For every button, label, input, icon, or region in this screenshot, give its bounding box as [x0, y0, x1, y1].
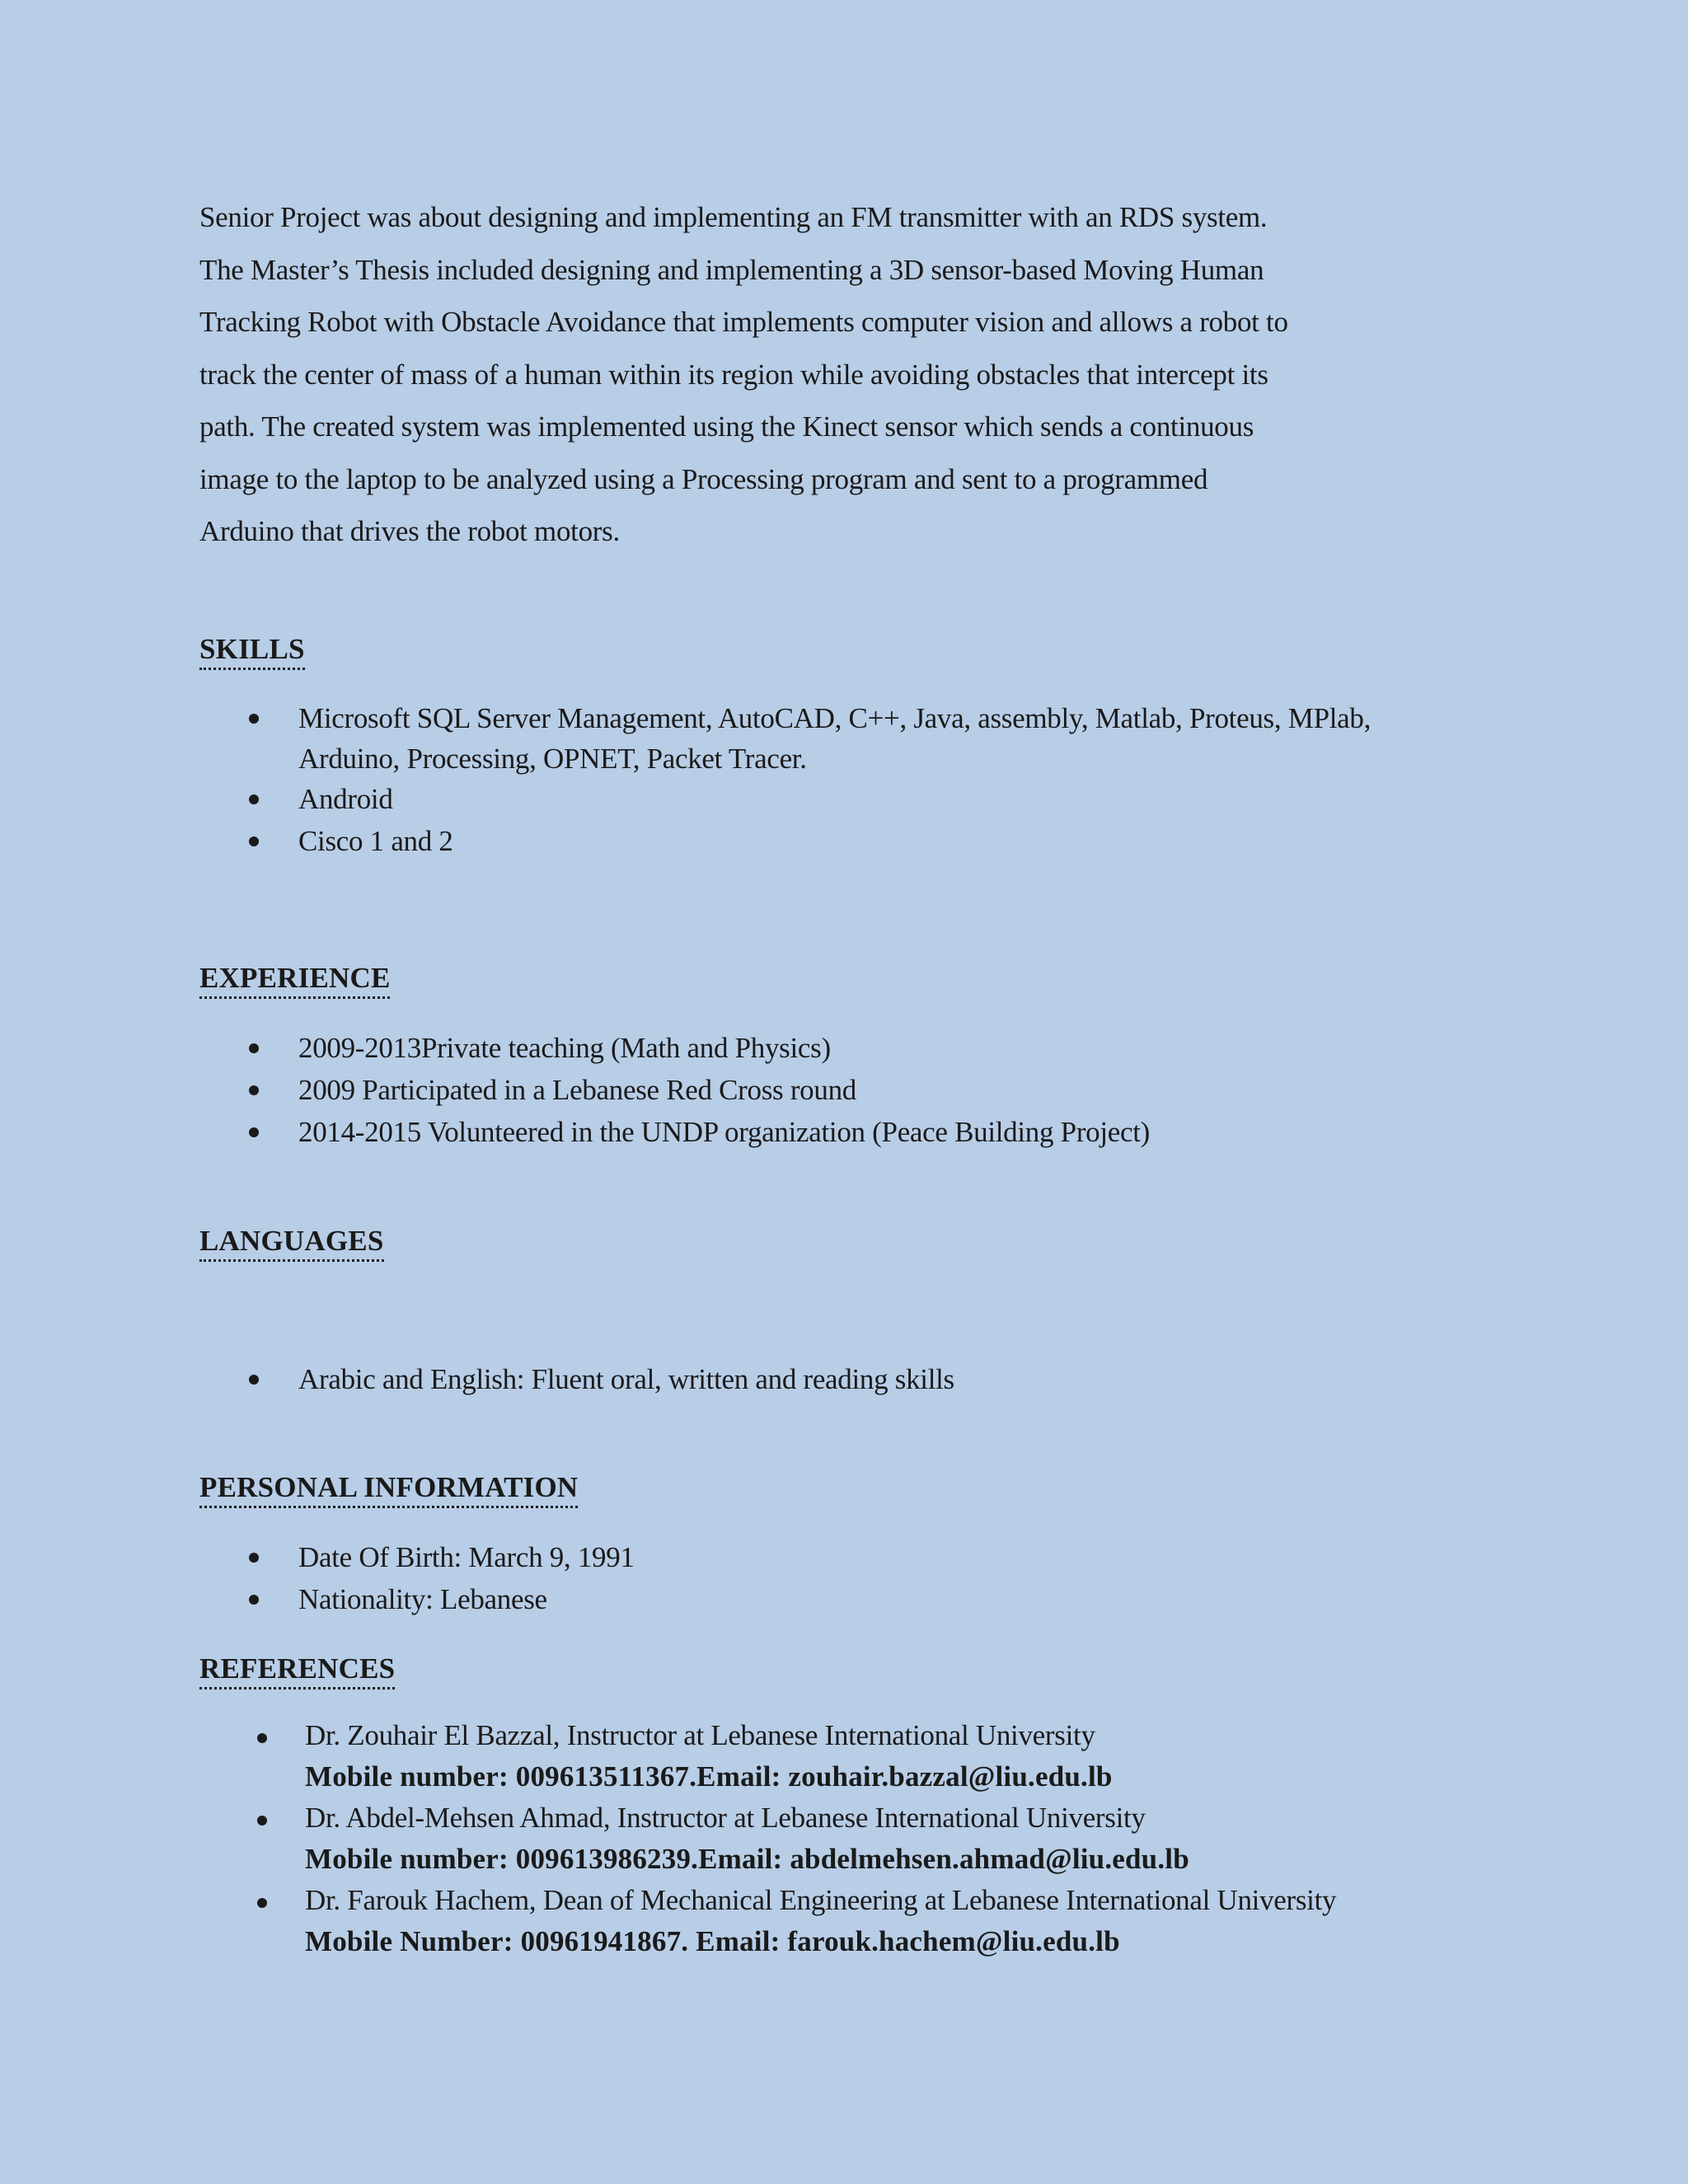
summary-line: Senior Project was about designing and implementing an FM transmitter with an RDS system.	[199, 201, 1268, 233]
list-item	[0, 1797, 1336, 1880]
skill-text: Cisco 1 and 2	[298, 825, 453, 857]
personal-info-list	[0, 1536, 635, 1620]
reference-name: Dr. Zouhair El Bazzal, Instructor at Lebanese International University	[305, 1719, 1095, 1751]
personal-info-text: Date Of Birth: March 9, 1991	[298, 1541, 635, 1573]
experience-list	[0, 1027, 1150, 1153]
bullet-icon	[249, 714, 259, 724]
summary-line: image to the laptop to be analyzed using a Processing program and sent to a programmed	[199, 462, 1208, 495]
languages-list	[0, 1358, 954, 1401]
personal-info-heading: PERSONAL INFORMATION	[199, 1469, 578, 1508]
list-item	[0, 1027, 1150, 1069]
list-item	[0, 1358, 954, 1401]
bullet-icon	[249, 837, 259, 846]
bullet-icon	[249, 1375, 259, 1385]
list-item	[0, 1111, 1150, 1153]
bullet-icon	[257, 1733, 267, 1743]
bullet-icon	[249, 1043, 259, 1053]
summary-line: track the center of mass of a human within its region while avoiding obstacles that intercept its	[199, 358, 1268, 391]
skill-text: Microsoft SQL Server Management, AutoCAD, C++, Java, assembly, Matlab, Proteus, MPlab,	[298, 702, 1372, 734]
bullet-icon	[257, 1898, 267, 1908]
skills-heading: SKILLS	[199, 631, 305, 670]
list-item	[0, 698, 1371, 779]
list-item	[0, 1536, 635, 1578]
reference-name: Dr. Abdel-Mehsen Ahmad, Instructor at Lebanese International University	[305, 1802, 1146, 1834]
list-item	[0, 1715, 1336, 1797]
bullet-icon	[249, 1553, 259, 1563]
summary-line: Arduino that drives the robot motors.	[199, 515, 620, 547]
language-text: Arabic and English: Fluent oral, written and reading skills	[298, 1363, 954, 1395]
list-item	[0, 1880, 1336, 1962]
experience-heading: EXPERIENCE	[199, 960, 390, 999]
summary-line: path. The created system was implemented using the Kinect sensor which sends a continuous	[199, 410, 1254, 443]
references-list	[0, 1715, 1336, 1962]
reference-contact: Mobile number: 009613986239.Email: abdelmehsen.ahmad@liu.edu.lb	[305, 1843, 1189, 1875]
personal-info-text: Nationality: Lebanese	[298, 1583, 547, 1615]
list-item	[0, 1069, 1150, 1111]
project-summary-paragraph	[199, 191, 1469, 558]
bullet-icon	[249, 1595, 259, 1605]
bullet-icon	[249, 794, 259, 804]
reference-contact: Mobile number: 009613511367.Email: zouhair.bazzal@liu.edu.lb	[305, 1760, 1113, 1793]
summary-line: Tracking Robot with Obstacle Avoidance that implements computer vision and allows a robot to	[199, 306, 1288, 338]
list-item	[0, 820, 1371, 863]
experience-text: 2014-2015 Volunteered in the UNDP organization (Peace Building Project)	[298, 1116, 1151, 1148]
reference-contact: Mobile Number: 00961941867. Email: farouk.hachem@liu.edu.lb	[305, 1925, 1120, 1957]
experience-text: 2009-2013Private teaching (Math and Physics)	[298, 1032, 831, 1064]
languages-heading: LANGUAGES	[199, 1223, 384, 1262]
list-item	[0, 1578, 635, 1620]
skill-text-continued: Arduino, Processing, OPNET, Packet Tracer.	[298, 743, 807, 775]
bullet-icon	[257, 1816, 267, 1825]
reference-name: Dr. Farouk Hachem, Dean of Mechanical Engineering at Lebanese International University	[305, 1884, 1337, 1916]
summary-line: The Master’s Thesis included designing and implementing a 3D sensor-based Moving Human	[199, 253, 1264, 286]
bullet-icon	[249, 1085, 259, 1095]
experience-text: 2009 Participated in a Lebanese Red Cross round	[298, 1074, 856, 1106]
references-heading: REFERENCES	[199, 1651, 395, 1690]
list-item	[0, 779, 1371, 820]
skill-text: Android	[298, 783, 393, 815]
bullet-icon	[249, 1127, 259, 1137]
skills-list	[0, 698, 1371, 863]
